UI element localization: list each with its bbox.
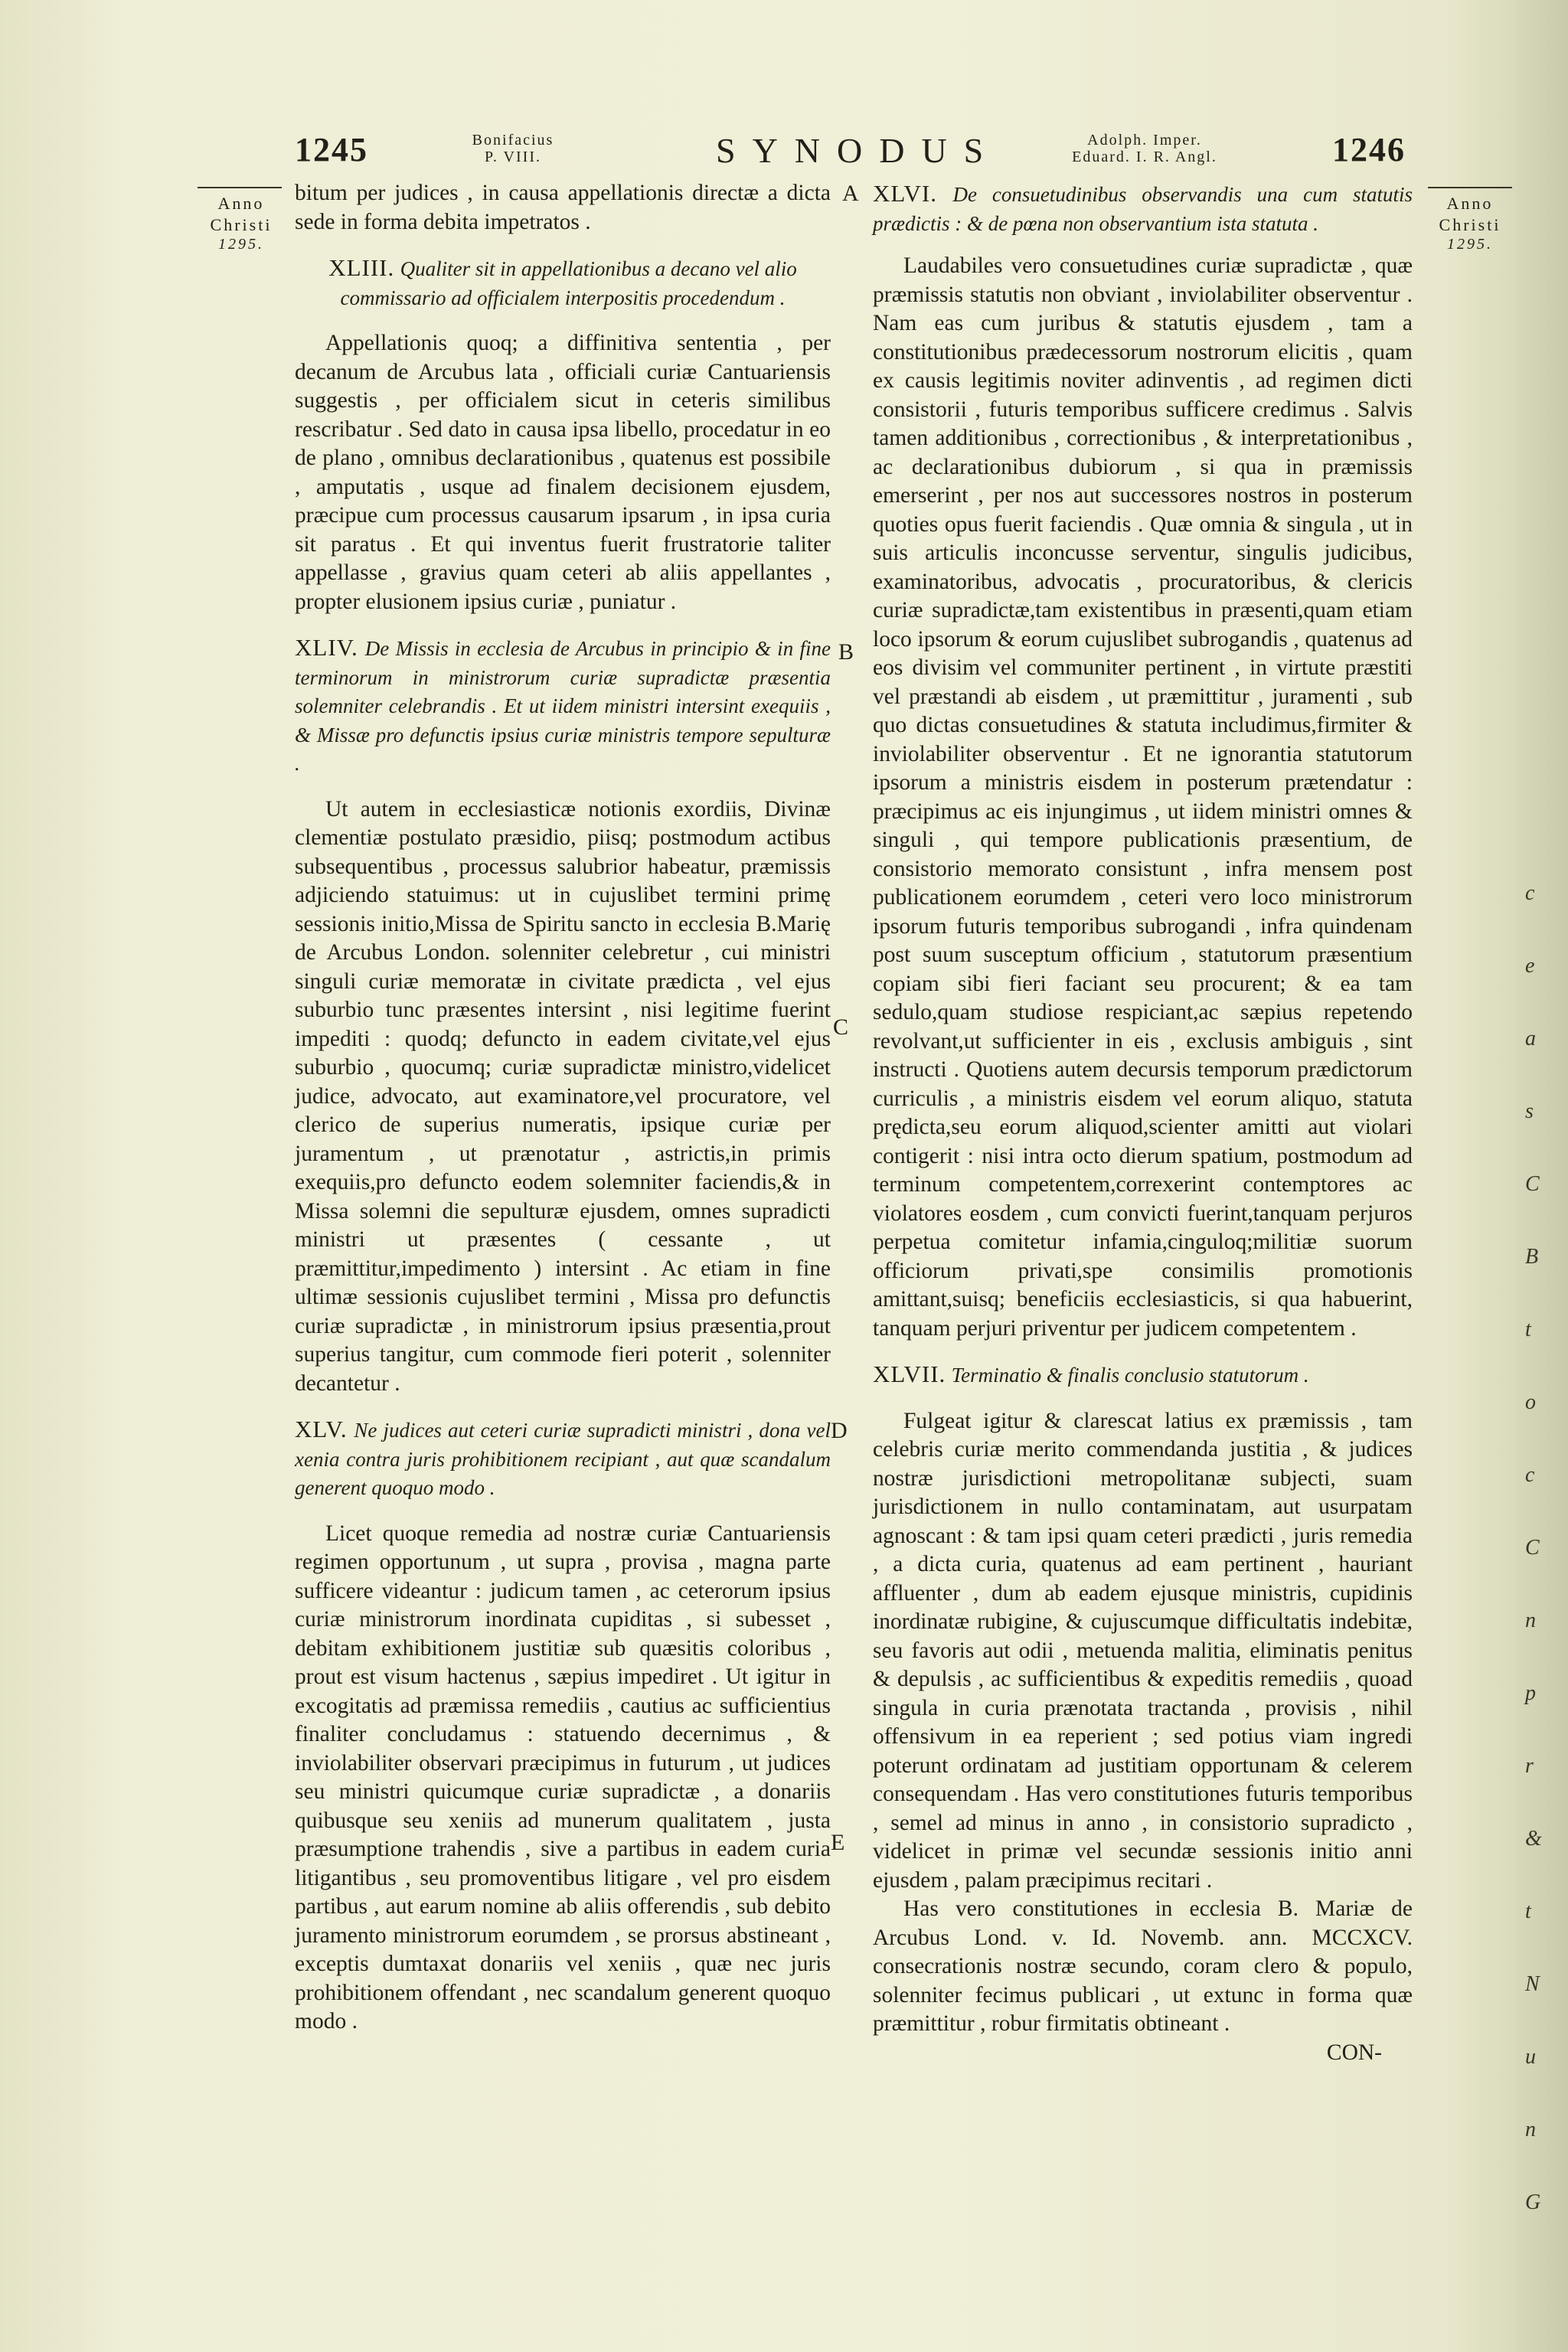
section-number: XLV. [295,1416,348,1442]
edge-glyph: u [1525,2045,1536,2069]
margin-note-line: Christi [1439,214,1501,234]
running-head-line: P. VIII. [485,149,541,165]
running-head-line: Eduard. I. R. Angl. [1072,149,1217,165]
margin-note-left [195,193,287,254]
edge-glyph: N [1525,1972,1540,1996]
closing-text: Has vero constitutiones in ecclesia B. Mariæ de Arcubus Lond. v. Id. Novemb. ann. MCCXCV. consecrationis nostræ secundo, coram clero & populo, solenniter fecimus publicari , ut extunc in forma quæ præmittitur , robur firmitatis obtineant . [873,1896,1413,2036]
section-xliv [295,633,831,779]
edge-glyph: o [1525,1390,1536,1414]
section-xlvi [873,179,1413,238]
column-letter-d: D [831,1418,848,1443]
section-number: XLIII. [328,254,395,281]
column-letter-b: B [838,639,854,665]
edge-glyph: c [1525,1463,1535,1487]
section-title: De consuetudinibus observandis una cum statutis prædictis : & de pœna non observantium ista statuta . [873,183,1413,235]
left-page-number: 1245 [295,131,368,168]
section-number: XLVI. [873,180,937,207]
section-title: Qualiter sit in appellationibus a decano vel alio commissario ad officialem interpositis procedendum . [340,257,797,309]
left-running-head [429,132,597,165]
margin-note-year: 1295. [1447,236,1493,253]
section-number: XLVII. [873,1361,946,1387]
section-xlv [295,1415,831,1503]
section-title: Ne judices aut ceteri curiæ supradicti ministri , dona vel xenia contra juris prohibitionem recipiant , aut quæ scandalum generent quoquo modo . [295,1419,831,1499]
edge-glyph: C [1525,1536,1540,1560]
edge-glyph: r [1525,1754,1534,1778]
edge-glyph: e [1525,954,1535,978]
section-number: XLIV. [295,634,358,661]
section-text: Ut autem in ecclesiasticæ notionis exordiis, Divinæ clementiæ postulato præsidio, piisq; postmodum actibus subsequentibus , processus salubrior habeatur, præmissis adjiciendo statuimus: ut in cujuslibet termini primę sessionis initio,Missa de Spiritu sancto in ecclesia B.Marię de Arcubus London. solenniter celebretur , cui ministri singuli curiæ memoratæ in civitate prædicta , vel ejus suburbio tunc præsentes intersint , nisi legitime fuerint impediti : quodq; defuncto in eadem civitate,vel ejus suburbio , quocumq; curiæ supradictæ ministro,videlicet judice, advocato, aut examinatore,vel procuratore, vel clerico de superius numeratis, ipsique curiæ per juramentum , ut prænotatur , astrictis,in primis exequiis,pro defuncto eodem solemniter faciendis,& in Missa solemni die sepulturæ ejusdem, omnes supradicti ministri ut præsentes ( cessante , ut præmittitur,impedimento ) intersint . Ac etiam in fine ultimæ sessionis cujuslibet termini , Missa pro defunctis curiæ supradictæ , in ministrorum ipsius præsentia,prout superius tangitur, cum commode fieri poterit , solenniter decantetur . [295,796,831,1396]
section-xliii [295,253,831,312]
page-title: SYNODUS [716,131,1001,170]
section-title: Terminatio & finalis conclusio statutorum . [951,1364,1309,1387]
right-running-head [1030,132,1259,165]
margin-rule [1428,187,1512,188]
edge-glyph: G [1525,2190,1541,2214]
section-text: Laudabiles vero consuetudines curiæ supradictæ , quæ præmissis statutis non obviant , inviolabiliter observentur . Nam eas cum juribus & statutis ejusdem , tam a constitutionibus prædecessorum nostrorum elicitis , quam ex causis legitimis noviter adinventis , ad regimen dicti consistorii , futuris temporibus sufficere credimus . Salvis tamen additionibus , correctionibus , & interpretationibus , ac declarationibus dubiorum , si qua in præmissis emerserint , per nos aut successores nostros in posterum quoties opus fuerit faciendis . Quæ omnia & singula , ut in suis articulis inconcusse serventur, singulis judicibus, examinatoribus, advocatis , procuratoribus, & clericis curiæ supradictæ,tam existentibus in præsenti,quam etiam loco ipsorum & eorum cujuslibet subrogandis , quatenus ad eos divisim vel communiter pertinent , in virtute præstiti vel præstandi ab eisdem , ut præmittitur , juramenti , sub quo dictas consuetudines & statuta includimus,firmiter & inviolabiliter observentur . Et ne ignorantia statutorum ipsorum a ministris eisdem in posterum prætendatur : præcipimus ac eis injungimus , ut iidem ministri omnes & singuli , qui tempore publicationis præsentium, de consistorio memorato consistunt , infra mensem post publicationem eorumdem , ceteri vero loco ministrorum ipsorum futuris temporibus subrogandi , infra quindenam post suum susceptum officium , statutorum præsentium copiam sibi fieri faciant seu procurent; & ea tam sedulo,quam studiose respiciant,ac sæpius repetendo revolvant,ut sufficienter in eis , exclusis ambiguis , sint instructi . Quotiens autem decursis temporum prædictorum curriculis , a ministris eisdem vel eorum aliquo, statuta prędicta,seu eorum aliquod,scienter amitti aut violari contigerit : nisi intra octo dierum spatium, postmodum ad terminum competentem,correxerint contemptores ac violatores eosdem , cum convicti fuerint,tanquam perjuros perpetua comitetur infamia,cinguloq;militiæ suorum officiorum privati,spe consimilis promotionis amittant,suisq; beneficiis ecclesiasticis, si qua habuerint, tanquam perjuri priventur per judicem competentem . [873,253,1413,1341]
edge-glyph: t [1525,1318,1531,1341]
section-text: Appellationis quoq; a diffinitiva sententia , per decanum de Arcubus lata , officiali curiæ Cantuariensis suggestis , per officialem sicut in ceteris similibus rescribatur . Sed dato in causa ipsa libello, procedatur in eo de plano , omnibus declarationibus , quatenus est possibile , amputatis , usque ad finalem decisionem ejusdem, præcipue cum processus causarum ipsarum , in ipsa curia sit paratus . Et qui inventus fuerit frustratorie taliter appellasse , gravius quam ceteri ab aliis appellantes , propter elusionem ipsius curiæ , puniatur . [295,331,831,614]
right-column [873,179,1413,2067]
edge-glyph: C [1525,1172,1540,1196]
margin-note-year: 1295. [218,236,264,253]
edge-glyph: s [1525,1099,1534,1123]
edge-glyph: n [1525,1609,1536,1632]
edge-glyph: B [1525,1245,1539,1269]
running-head-line: Bonifacius [472,132,554,149]
section-text: Licet quoque remedia ad nostræ curiæ Cantuariensis regimen opportunum , ut supra , provisa , magna parte sufficere videantur : judicum tamen , ac ceterorum ipsius curiæ ministrorum inordinata cupiditas , si subesset , debitam exhibitionem justitiæ sub quæsitis coloribus , prout est visum hactenus , sæpius impediret . Ut igitur in excogitatis ad præmissa remediis , cautius ac sufficientius finaliter concludamus : statuendo decernimus , & inviolabiliter observari præcipimus in futurum , ut judices seu ministri quicumque curiæ supradictæ , a donariis quibusque seu xeniis ad munerum qualitatem , justa præsumptione trahendis , sive a partibus in eadem curia litigantibus , seu promoventibus litigare , vel pro eisdem partibus , aut earum nomine ab aliis offerendis , sub debito juramento ministrorum eorumdem , se prorsus abstineant , exceptis dumtaxat donariis vel xeniis , quæ nec juris prohibitionem offendant , nec scandalum generent quoquo modo . [295,1521,831,2034]
margin-rule [198,187,282,188]
column-letter-a: A [842,181,859,206]
left-column [295,179,831,2037]
edge-glyph: p [1525,1681,1536,1705]
edge-glyph: & [1525,1827,1542,1851]
edge-glyph: t [1525,1900,1531,1923]
catchword: CON- [1326,2040,1382,2065]
edge-glyph: a [1525,1027,1536,1050]
edge-glyph: c [1525,881,1535,905]
section-text: Fulgeat igitur & clarescat latius ex præmissis , tam celebris curiæ merito commendanda justitia , & judices nostræ jurisdictioni metropolitanæ subjecti, suam jurisdictionem in nullo contaminatam, aut usurpatam agnoscant : & tam ipsi quam ceteri prædicti , juris remedia , a dicta curia, quatenus ad eam pertinent , hauriant affluenter , dum ab eadem ejusque ministris, cupidinis inordinatæ rubigine, & cujuscumque difficultatis indebitæ, seu favoris aut odii , metuenda malitia, eliminatis penitus & depulsis , ac sufficientibus & expeditis remediis , quoad singula in curia prænotata tractanda , provisis , nihil offensivum in ea reperient ; sed potius viam ingredi poterunt ordinatam ad justitiam opportunam & celerem consequendam . Has vero constitutiones futuris temporibus , semel ad minus in anno , in consistorio supradicto , videlicet in primæ vel secundæ sessionis initio anni ejusdem , palam præcipimus recitari . [873,1408,1413,1893]
column-letter-e: E [831,1830,845,1855]
section-xlvii [873,1360,1413,1390]
margin-note-line: Anno [1446,194,1494,213]
margin-note-line: Anno [217,194,265,213]
opening-text: bitum per judices , in causa appellationis directæ a dicta sede in forma debita impetratos . [295,181,831,234]
running-head-line: Adolph. Imper. [1087,132,1202,149]
edge-glyph: n [1525,2118,1536,2141]
section-title: De Missis in ecclesia de Arcubus in principio & in fine terminorum in ministrorum curiæ supradictæ præsentia solemniter celebrandis . Et ut iidem ministri intersint exequiis , & Missæ pro defunctis ipsius curiæ ministris tempore sepulturæ . [295,637,831,775]
margin-note-line: Christi [210,214,273,234]
right-page-number: 1246 [1332,131,1406,168]
column-letter-c: C [833,1014,849,1040]
margin-note-right [1424,193,1516,254]
